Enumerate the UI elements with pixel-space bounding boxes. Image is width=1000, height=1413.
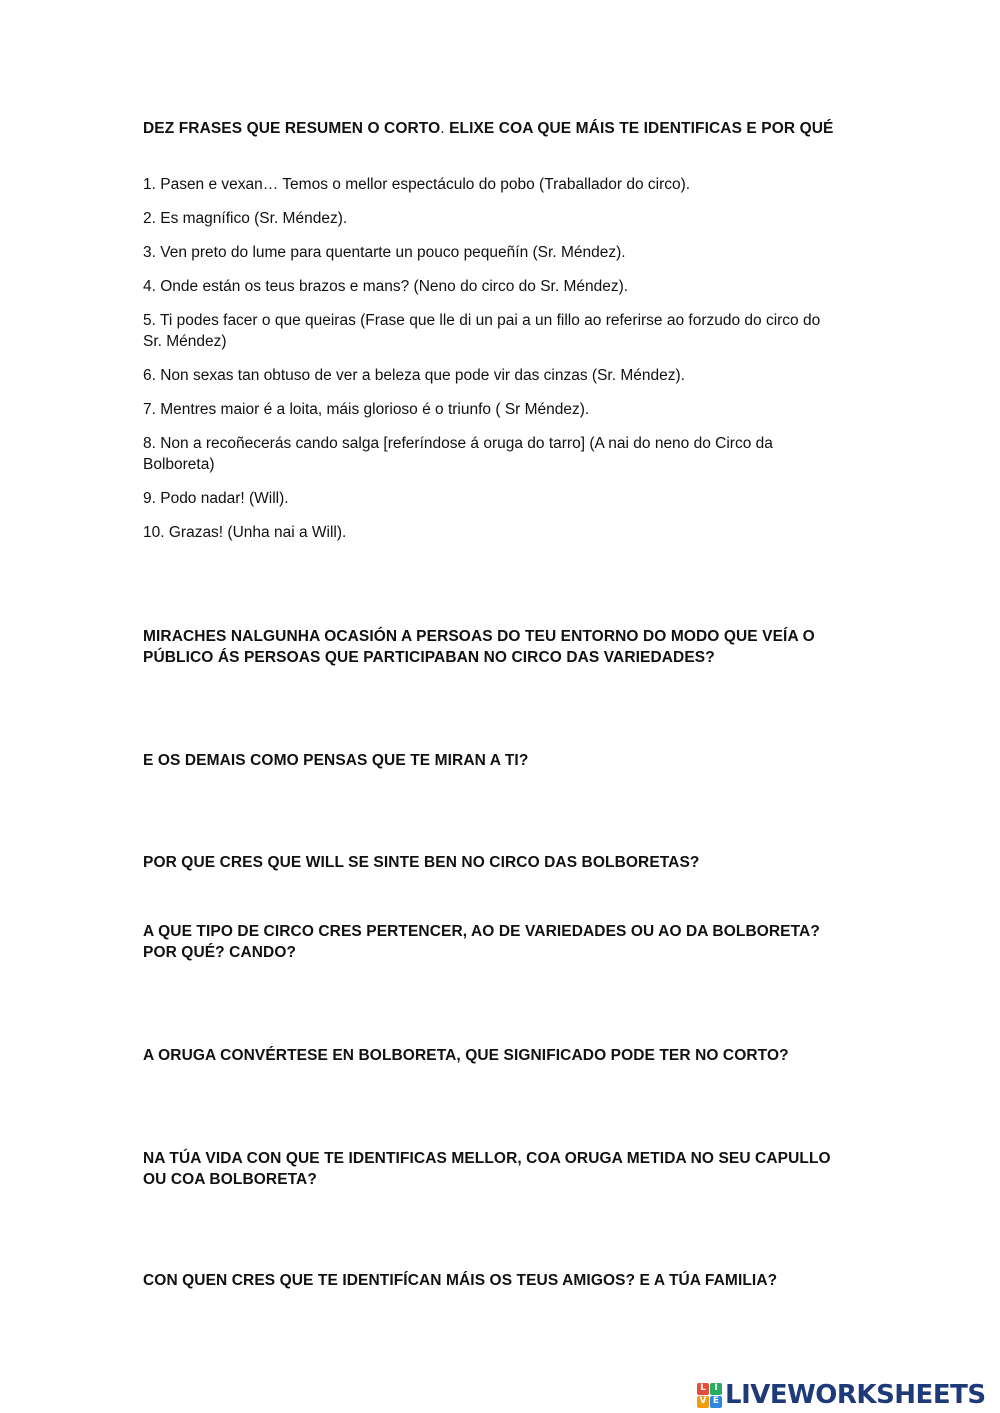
phrase-item: 1. Pasen e vexan… Temos o mellor espectáculo do pobo (Traballador do circo).	[143, 176, 691, 193]
phrase-list	[143, 174, 843, 556]
question-4: A QUE TIPO DE CIRCO CRES PERTENCER, AO DE VARIEDADES OU AO DA BOLBORETA? POR QUÉ? CANDO?	[143, 923, 820, 961]
watermark-text: LIVEWORKSHEETS	[725, 1380, 986, 1410]
liveworksheets-logo-icon	[697, 1383, 722, 1408]
phrase-item: 3. Ven preto do lume para quentarte un pouco pequeñín (Sr. Méndez).	[143, 244, 626, 261]
worksheet-title	[143, 118, 858, 139]
question-3: POR QUE CRES QUE WILL SE SINTE BEN NO CIRCO DAS BOLBORETAS?	[143, 854, 700, 871]
phrase-item: 4. Onde están os teus brazos e mans? (Neno do circo do Sr. Méndez).	[143, 278, 629, 295]
phrase-item: 9. Podo nadar! (Will).	[143, 490, 289, 507]
question-1: MIRACHES NALGUNHA OCASIÓN A PERSOAS DO TEU ENTORNO DO MODO QUE VEÍA O PÚBLICO ÁS PERSOAS QUE PARTICIPABAN NO CIRCO DAS VARIEDADES?	[143, 628, 815, 666]
phrase-item: 5. Ti podes facer o que queiras (Frase que lle di un pai a un fillo ao referirse ao forzudo do circo do Sr. Méndez)	[143, 312, 821, 350]
title-part-2: ELIXE COA QUE MÁIS TE IDENTIFICAS E POR QUÉ	[449, 120, 834, 137]
title-part-1: DEZ FRASES QUE RESUMEN O CORTO	[143, 120, 441, 137]
phrase-item: 6. Non sexas tan obtuso de ver a beleza que pode vir das cinzas (Sr. Méndez).	[143, 367, 685, 384]
logo-letter: V	[697, 1396, 709, 1408]
question-6: NA TÚA VIDA CON QUE TE IDENTIFICAS MELLOR, COA ORUGA METIDA NO SEU CAPULLO OU COA BOLBORETA?	[143, 1150, 831, 1188]
logo-letter: E	[710, 1396, 722, 1408]
title-separator: .	[440, 120, 450, 137]
question-7: CON QUEN CRES QUE TE IDENTIFÍCAN MÁIS OS TEUS AMIGOS? E A TÚA FAMILIA?	[143, 1272, 778, 1289]
logo-letter: L	[697, 1383, 709, 1395]
question-2: E OS DEMAIS COMO PENSAS QUE TE MIRAN A TI?	[143, 752, 529, 769]
question-5: A ORUGA CONVÉRTESE EN BOLBORETA, QUE SIGNIFICADO PODE TER NO CORTO?	[143, 1047, 789, 1064]
phrase-item: 10. Grazas! (Unha nai a Will).	[143, 524, 347, 541]
liveworksheets-watermark	[697, 1378, 997, 1412]
logo-letter: I	[710, 1383, 722, 1395]
phrase-item: 8. Non a recoñecerás cando salga [referíndose á oruga do tarro] (A nai do neno do Circo da Bolboreta)	[143, 435, 773, 473]
phrase-item: 7. Mentres maior é a loita, máis glorioso é o triunfo ( Sr Méndez).	[143, 401, 590, 418]
phrase-item: 2. Es magnífico (Sr. Méndez).	[143, 210, 348, 227]
